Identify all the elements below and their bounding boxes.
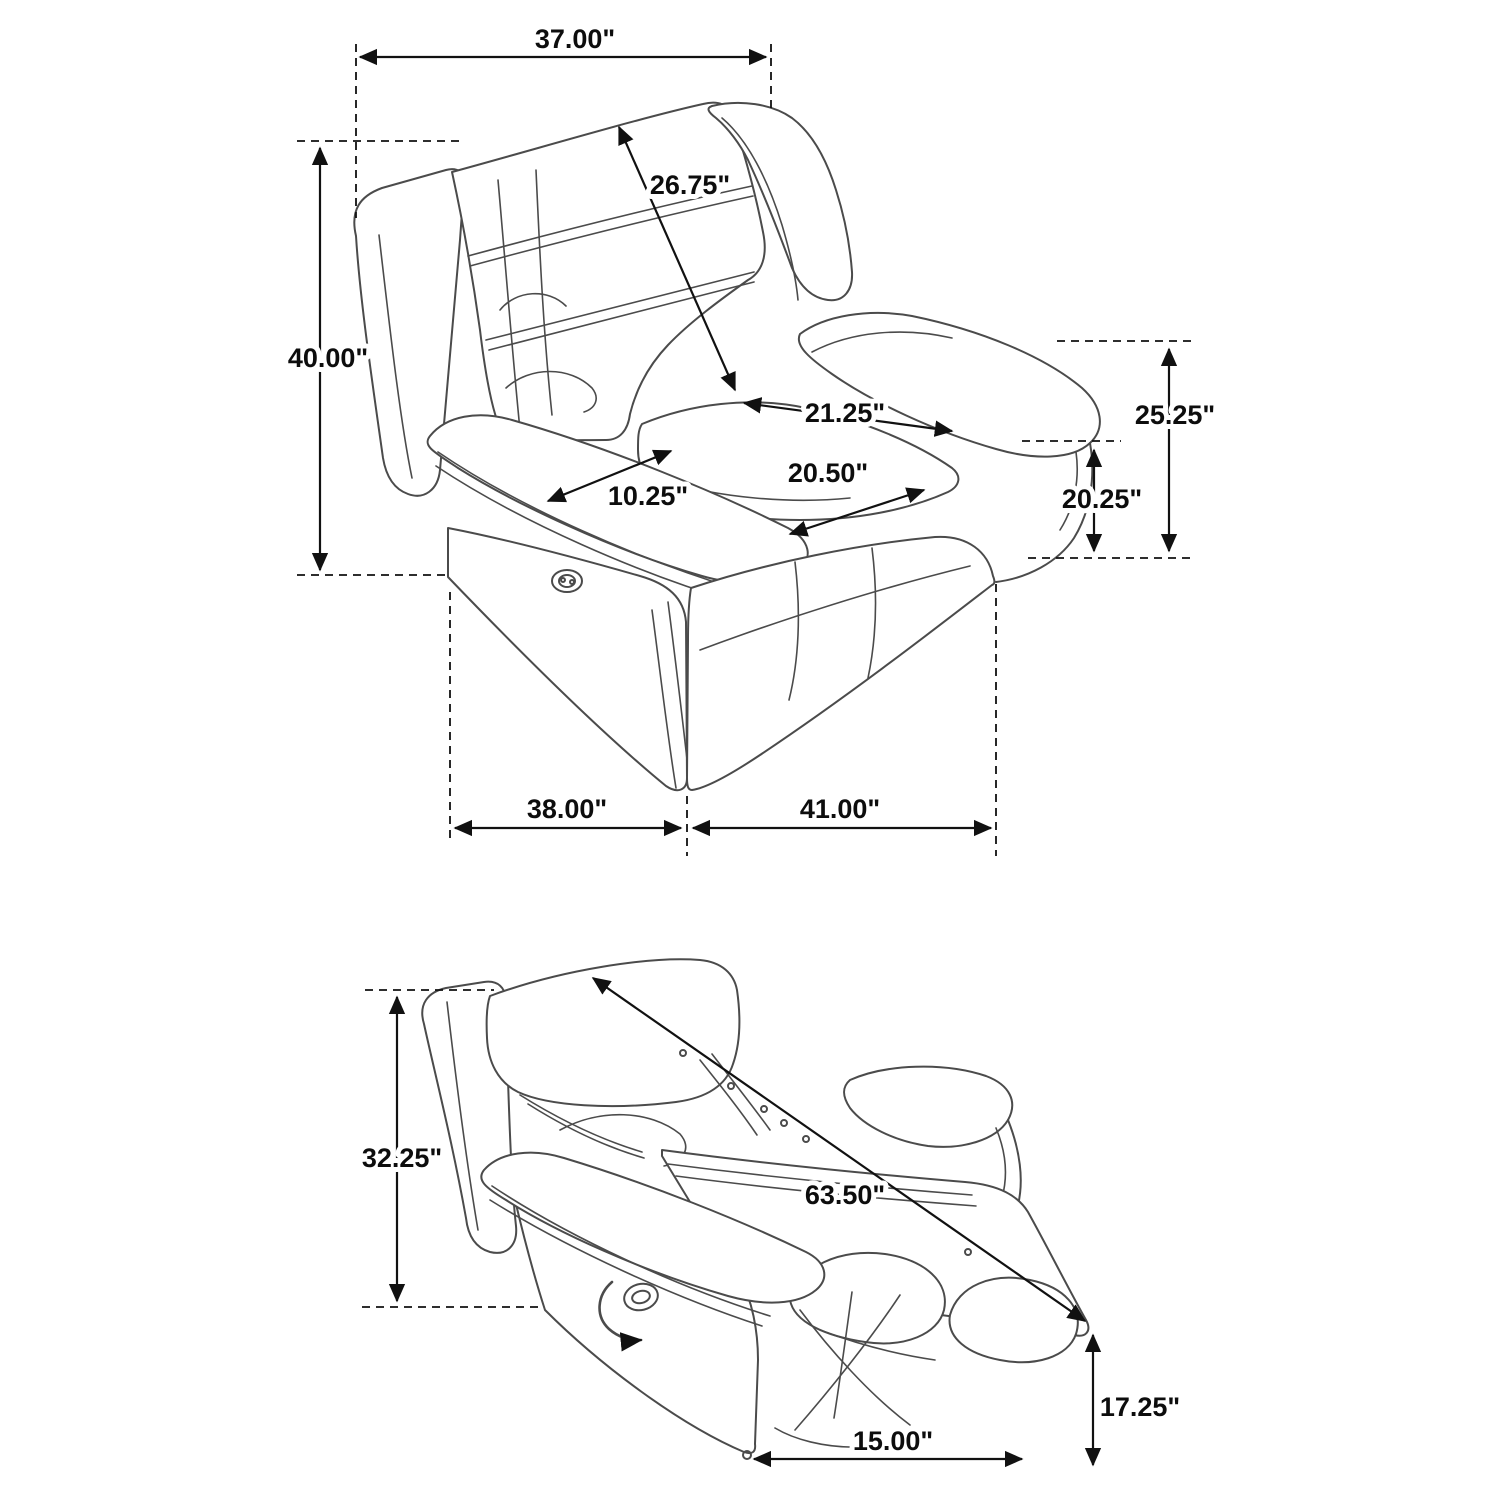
label-overall-height: 40.00" <box>287 343 369 373</box>
label-base-to-footrest: 15.00" <box>852 1426 934 1456</box>
label-base-width: 41.00" <box>799 794 881 824</box>
label-seat-side-height: 20.25" <box>1061 484 1143 514</box>
label-seat-depth: 21.25" <box>804 398 886 428</box>
label-back-diagonal: 26.75" <box>649 170 731 200</box>
label-reclined-height: 32.25" <box>361 1143 443 1173</box>
label-footrest-height: 17.25" <box>1099 1392 1181 1422</box>
upright-recliner-drawing <box>354 103 1100 791</box>
label-arm-height: 25.25" <box>1134 400 1216 430</box>
label-overall-width: 37.00" <box>534 24 616 54</box>
label-armrest-width: 10.25" <box>607 481 689 511</box>
label-seat-width: 20.50" <box>787 458 869 488</box>
label-reclined-length: 63.50" <box>804 1180 886 1210</box>
reclined-recliner-drawing <box>422 959 1088 1459</box>
label-base-depth: 38.00" <box>526 794 608 824</box>
